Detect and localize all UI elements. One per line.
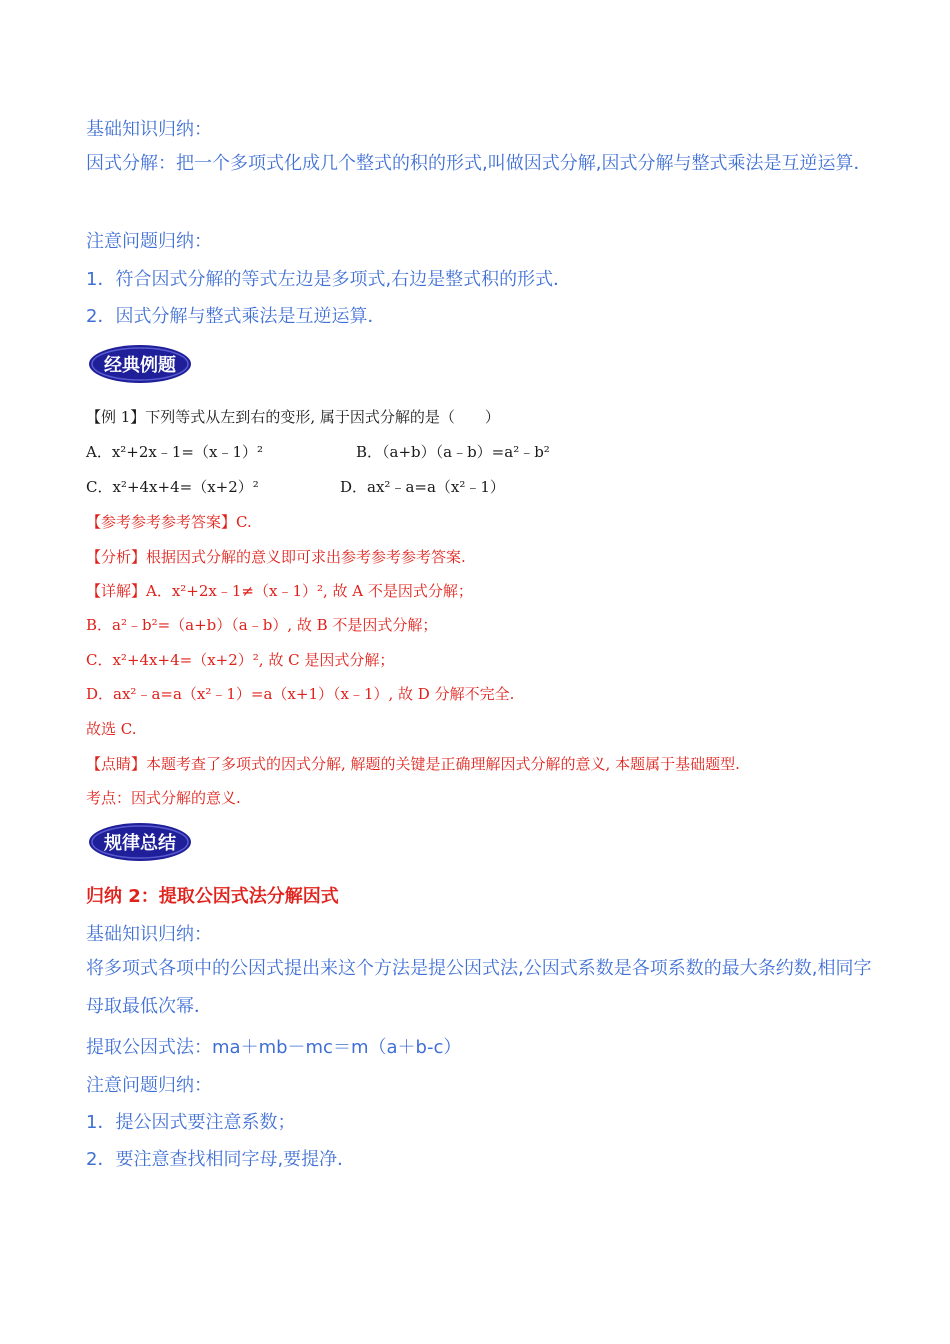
basic-knowledge-label: 基础知识归纳： (86, 119, 212, 140)
basic-knowledge-label-2: 基础知识归纳： (86, 924, 212, 945)
note-2: 2．因式分解与整式乘法是互逆运算． (86, 306, 386, 327)
common-factor-formula: 提取公因式法：ma＋mb－mc＝m（a＋b-c） (86, 1037, 462, 1058)
note-2-1: 1．提公因式要注意系数； (86, 1112, 296, 1133)
common-factor-definition: 将多项式各项中的公因式提出来这个方法是提公因式法,公因式系数是各项系数的最大条约数,相同字母取最低次幂． (86, 958, 872, 1017)
option-c: C．x²+4x+4=（x+2）² (86, 478, 259, 496)
note-2-2: 2．要注意查找相同字母,要提净． (86, 1149, 356, 1170)
notes-label: 注意问题归纳： (86, 231, 212, 252)
rule-summary-badge (88, 822, 192, 862)
option-b: B．（a+b）（a﹣b）=a²﹣b² (356, 443, 550, 461)
detail-a: 【详解】A．x²+2x﹣1≠（x﹣1）², 故 A 不是因式分解； (86, 582, 473, 600)
badge-text: 经典例题 (104, 355, 176, 376)
detail-b: B．a²﹣b²=（a+b）（a﹣b）, 故 B 不是因式分解； (86, 616, 438, 634)
note-1: 1．符合因式分解的等式左边是多项式,右边是整式积的形式． (86, 269, 572, 290)
section-2-title: 归纳 2：提取公因式法分解因式 (86, 886, 339, 907)
knowledge-point: 考点：因式分解的意义. (86, 789, 241, 807)
reference-answer: 【参考参考参考答案】C. (86, 513, 252, 531)
classic-example-badge (88, 344, 192, 384)
factorization-definition: 因式分解：把一个多项式化成几个整式的积的形式,叫做因式分解,因式分解与整式乘法是互逆运算． (86, 153, 872, 174)
option-d: D．ax²﹣a=a（x²﹣1） (340, 478, 505, 496)
comment: 【点睛】本题考查了多项式的因式分解, 解题的关键是正确理解因式分解的意义, 本题属于基础题型. (86, 755, 740, 773)
detail-d: D．ax²﹣a=a（x²﹣1）=a（x+1）（x﹣1）, 故 D 分解不完全. (86, 685, 515, 703)
final-choice: 故选 C. (86, 720, 137, 738)
detail-c: C．x²+4x+4=（x+2）², 故 C 是因式分解； (86, 651, 395, 669)
notes-label-2: 注意问题归纳： (86, 1075, 212, 1096)
analysis: 【分析】根据因式分解的意义即可求出参考参考参考答案. (86, 548, 466, 566)
option-a: A．x²+2x﹣1=（x﹣1）² (86, 443, 264, 461)
badge-text: 规律总结 (104, 833, 176, 854)
example-question: 【例 1】下列等式从左到右的变形, 属于因式分解的是（ ） (86, 408, 500, 426)
